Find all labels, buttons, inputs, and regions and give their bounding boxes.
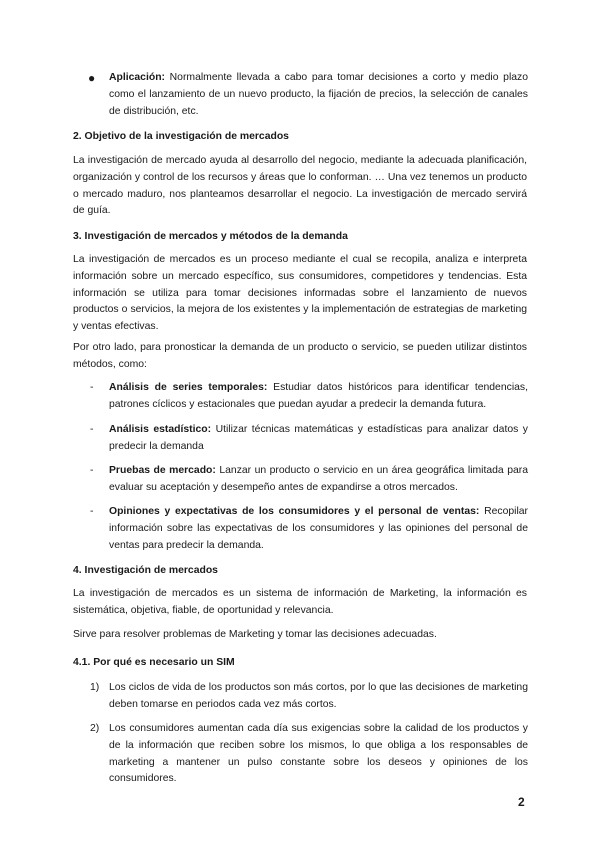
- method-item: [109, 422, 528, 456]
- method-term: Opiniones y expectativas de los consumidores y el personal de ventas:: [109, 506, 480, 517]
- method-text: Estudiar datos históricos para identificar tendencias, patrones cíclicos y estacionales que puedan ayudar a predecir la demanda futura.: [109, 382, 528, 410]
- reason-item: Los ciclos de vida de los productos son más cortos, por lo que las decisiones de marketing deben tomarse en periodos cada vez más cortos.: [109, 682, 528, 710]
- method-item: [109, 504, 528, 554]
- section4-paragraph2: Sirve para resolver problemas de Marketing y tomar las decisiones adecuadas.: [73, 629, 437, 640]
- page-number: 2: [518, 795, 525, 809]
- method-term: Pruebas de mercado:: [109, 465, 216, 476]
- method-marker: -: [90, 382, 94, 393]
- section2-heading: 2. Objetivo de la investigación de mercados: [73, 131, 289, 142]
- section3-paragraph1: La investigación de mercados es un proceso mediante el cual se recopila, analiza e interpreta información sobre un mercado específico, sus consumidores, competidores y tendencias. Esta información se utiliza para tomar decisiones informadas sobre el lanzamiento de nuevos productos o servicios, la mejora de los existentes y la implementación de estrategias de marketing y ventas efectivas.: [73, 254, 527, 333]
- method-marker: -: [90, 506, 94, 517]
- method-text: Lanzar un producto o servicio en un área geográfica limitada para evaluar su aceptación y desempeño antes de expandirse a otros mercados.: [109, 465, 528, 493]
- method-term: Análisis de series temporales:: [109, 382, 268, 393]
- section2-paragraph: La investigación de mercado ayuda al desarrollo del negocio, mediante la adecuada planificación, organización y control de los recursos y áreas que lo conforman. … Una vez tenemos un producto o mercado maduro, nos planteamos desarrollar el negocio. La investigación de mercado servirá de guía.: [73, 155, 527, 217]
- section4-subheading: 4.1. Por qué es necesario un SIM: [73, 657, 235, 668]
- section3-heading: 3. Investigación de mercados y métodos de la demanda: [73, 231, 348, 242]
- intro-bullet-text: Normalmente llevada a cabo para tomar decisiones a corto y medio plazo como el lanzamiento de un nuevo producto, la fijación de precios, la selección de canales de distribución, etc.: [109, 72, 529, 117]
- reason-item: Los consumidores aumentan cada día sus exigencias sobre la calidad de los productos y de la información que reciben sobre los mismos, lo que obliga a los responsables de marketing a mantener un pulso constante sobre los deseos y opiniones de los consumidores.: [109, 723, 528, 785]
- section4-heading: 4. Investigación de mercados: [73, 565, 218, 576]
- method-marker: -: [90, 465, 94, 476]
- method-text: Recopilar información sobre las expectativas de los consumidores y las opiniones del personal de ventas para predecir la demanda.: [109, 506, 528, 551]
- method-term: Análisis estadístico:: [109, 424, 212, 435]
- section3-paragraph2: Por otro lado, para pronosticar la demanda de un producto o servicio, se pueden utilizar distintos métodos, como:: [73, 342, 527, 370]
- method-item: [109, 380, 528, 414]
- intro-bullet: [109, 70, 528, 120]
- method-item: [109, 463, 528, 497]
- reason-marker: 1): [90, 682, 100, 693]
- method-marker: -: [90, 424, 94, 435]
- method-text: Utilizar técnicas matemáticas y estadísticas para analizar datos y predecir la demanda: [109, 424, 528, 452]
- reason-marker: 2): [90, 723, 100, 734]
- section4-paragraph1: La investigación de mercados es un sistema de información de Marketing, la información es sistemática, objetiva, fiable, de oportunidad y relevancia.: [73, 588, 527, 616]
- intro-bullet-term: Aplicación:: [109, 72, 166, 83]
- bullet-dot: ●: [88, 71, 96, 85]
